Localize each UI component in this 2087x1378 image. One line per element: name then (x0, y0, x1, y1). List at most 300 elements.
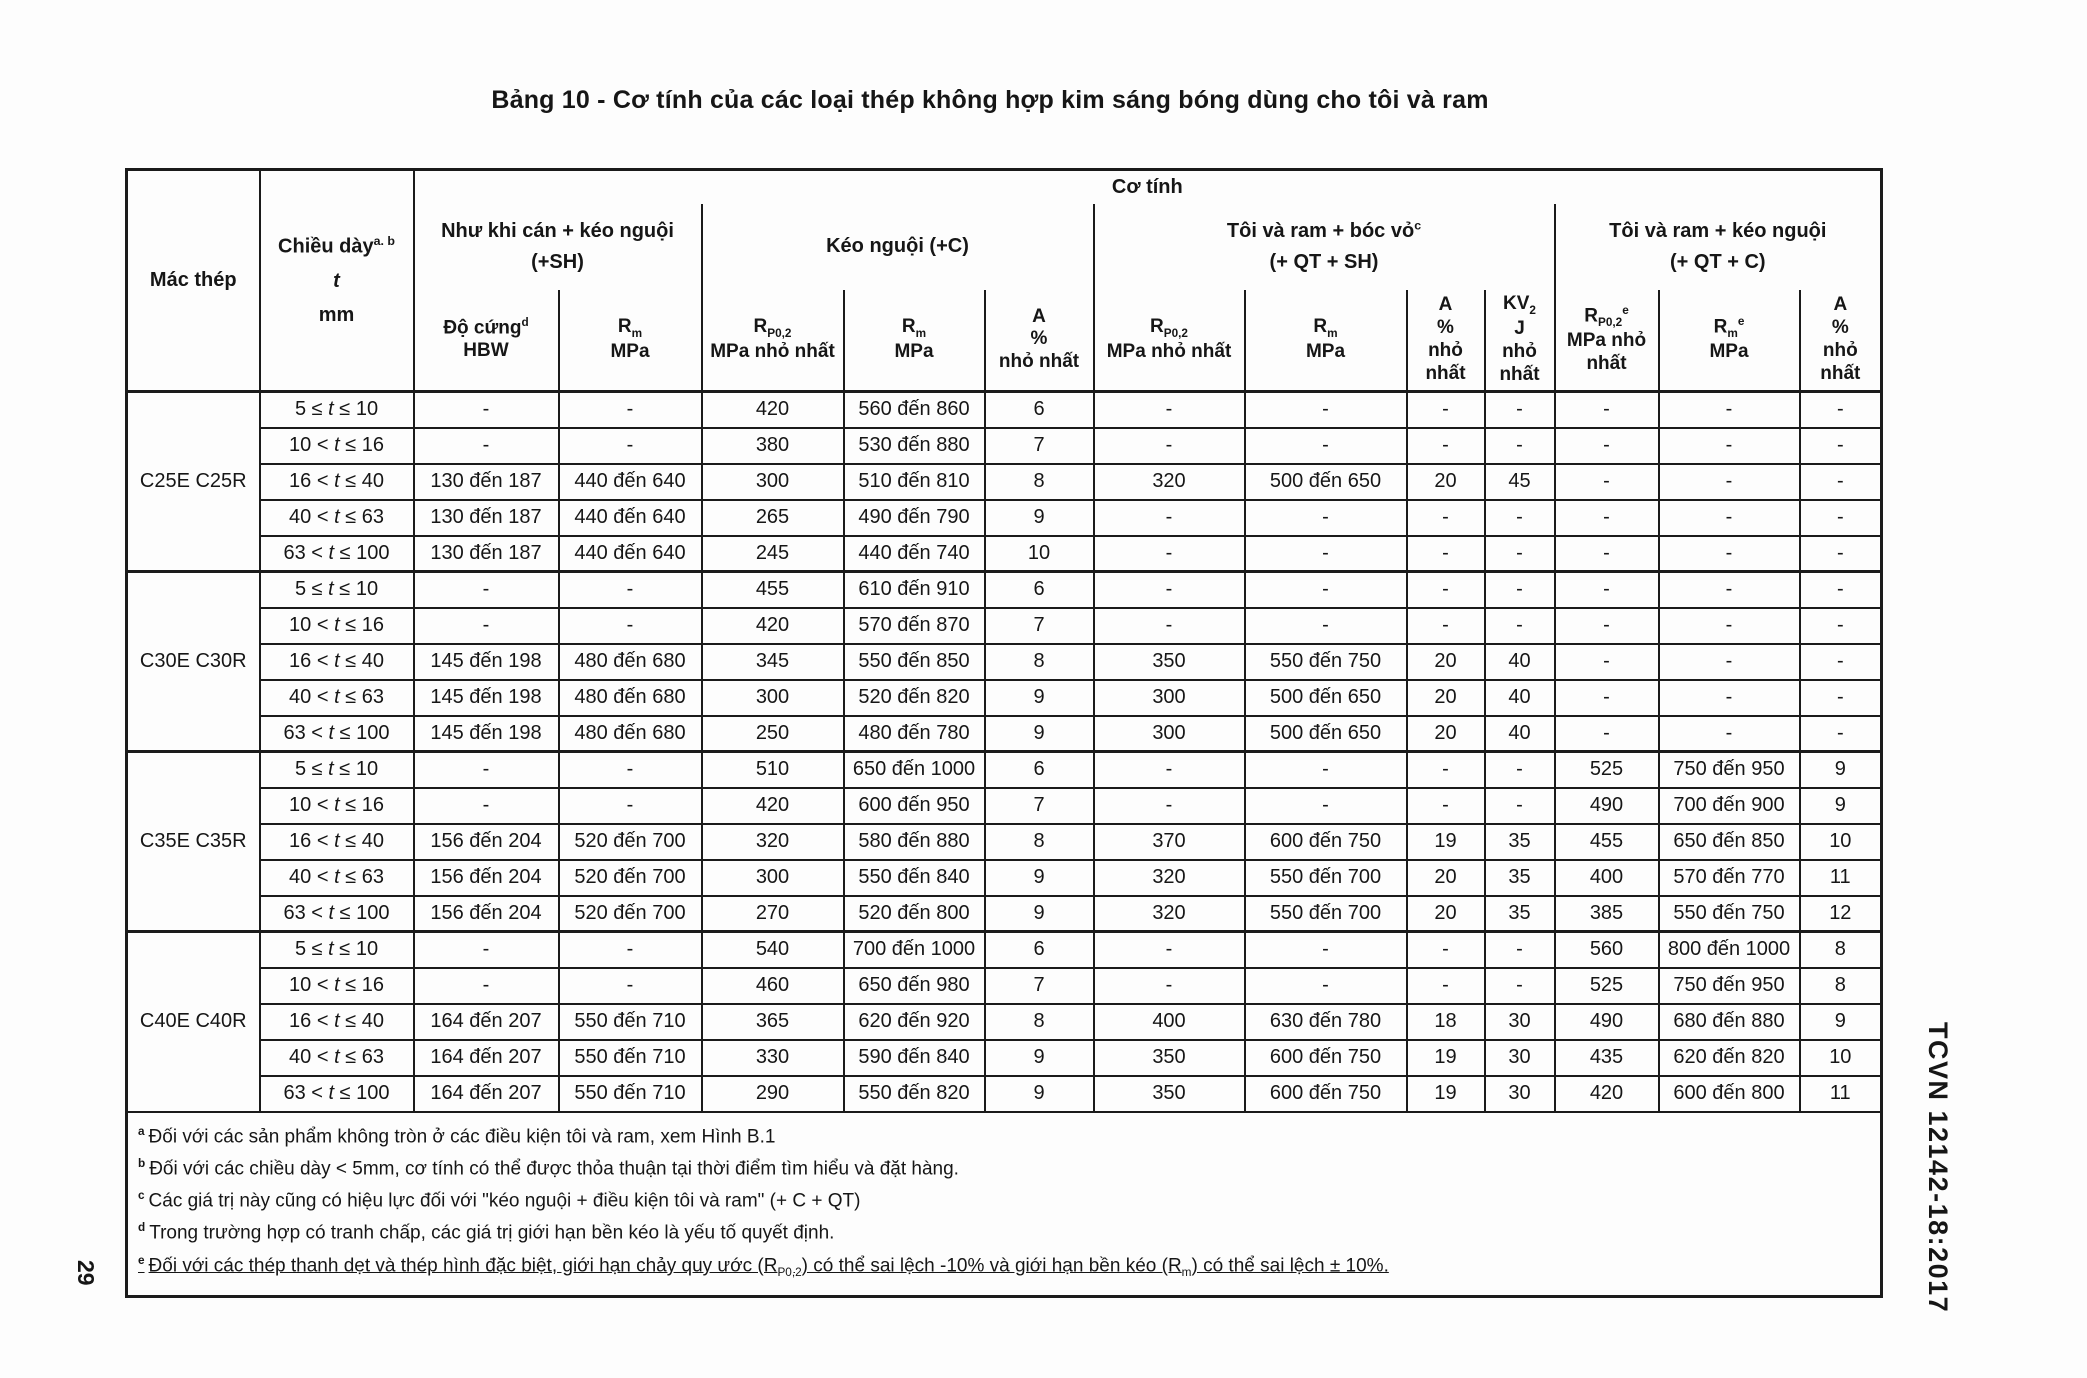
value-cell: 550 đến 750 (1245, 644, 1407, 680)
value-cell: - (1094, 752, 1245, 788)
value-cell: - (1555, 536, 1659, 572)
col-header-a-c: A % nhỏ nhất (985, 290, 1094, 392)
value-cell: 490 (1555, 1004, 1659, 1040)
value-cell: 320 (1094, 464, 1245, 500)
value-cell: - (1800, 428, 1882, 464)
value-cell: 20 (1407, 464, 1485, 500)
value-cell: - (1555, 608, 1659, 644)
page-title: Bảng 10 - Cơ tính của các loại thép không hợp kim sáng bóng dùng cho tôi và ram (491, 86, 1489, 114)
value-cell: 8 (985, 464, 1094, 500)
value-cell: - (559, 932, 702, 968)
value-cell: 130 đến 187 (414, 500, 559, 536)
value-cell: 510 (702, 752, 844, 788)
value-cell: 455 (1555, 824, 1659, 860)
value-cell: 530 đến 880 (844, 428, 985, 464)
thickness-cell: 16 < t ≤ 40 (260, 464, 414, 500)
value-cell: - (1245, 608, 1407, 644)
table-row (127, 1076, 1882, 1112)
col-header-rp02-c: $R_{P0,2}$ MPa nhỏ nhất (702, 290, 844, 392)
value-cell: - (414, 428, 559, 464)
value-cell: 500 đến 650 (1245, 680, 1407, 716)
value-cell: - (1245, 932, 1407, 968)
value-cell: 620 đến 820 (1659, 1040, 1800, 1076)
value-cell: - (1094, 428, 1245, 464)
group-header-qt-sh: Tôi và ram + bóc vỏ$^c$ (+ QT + SH) (1094, 204, 1555, 290)
value-cell: - (1485, 752, 1555, 788)
value-cell: 490 (1555, 788, 1659, 824)
value-cell: - (414, 392, 559, 428)
value-cell: 145 đến 198 (414, 644, 559, 680)
value-cell: 6 (985, 932, 1094, 968)
value-cell: - (1800, 464, 1882, 500)
value-cell: 600 đến 750 (1245, 1076, 1407, 1112)
value-cell: 520 đến 700 (559, 860, 702, 896)
value-cell: 164 đến 207 (414, 1004, 559, 1040)
value-cell: - (1094, 608, 1245, 644)
table-row (127, 428, 1882, 464)
table-row (127, 932, 1882, 968)
value-cell: 19 (1407, 824, 1485, 860)
thickness-cell: 63 < t ≤ 100 (260, 716, 414, 752)
value-cell: 270 (702, 896, 844, 932)
value-cell: 550 đến 710 (559, 1004, 702, 1040)
value-cell: 650 đến 850 (1659, 824, 1800, 860)
value-cell: 20 (1407, 644, 1485, 680)
value-cell: - (1485, 572, 1555, 608)
steel-grade-cell: C35E C35R (127, 752, 260, 932)
col-header-co-tinh: Cơ tính (414, 170, 1882, 204)
value-cell: - (1485, 788, 1555, 824)
col-header-a-qtsh: A % nhỏ nhất (1407, 290, 1485, 392)
group-header-cold-drawn: Kéo nguội (+C) (702, 204, 1094, 290)
value-cell: - (1659, 716, 1800, 752)
steel-grade-cell: C25E C25R (127, 392, 260, 572)
thickness-cell: 5 ≤ t ≤ 10 (260, 572, 414, 608)
value-cell: 8 (985, 644, 1094, 680)
value-cell: 570 đến 870 (844, 608, 985, 644)
value-cell: 345 (702, 644, 844, 680)
value-cell: 435 (1555, 1040, 1659, 1076)
value-cell: - (1245, 572, 1407, 608)
value-cell: - (1094, 572, 1245, 608)
value-cell: - (559, 788, 702, 824)
value-cell: 550 đến 850 (844, 644, 985, 680)
value-cell: - (1800, 716, 1882, 752)
col-header-chieu-day: Chiều dày$^{a. b}$ t mm (260, 170, 414, 392)
value-cell: 164 đến 207 (414, 1040, 559, 1076)
value-cell: - (559, 572, 702, 608)
value-cell: - (1659, 608, 1800, 644)
value-cell: - (1407, 752, 1485, 788)
value-cell: 620 đến 920 (844, 1004, 985, 1040)
thickness-cell: 40 < t ≤ 63 (260, 680, 414, 716)
thickness-cell: 10 < t ≤ 16 (260, 968, 414, 1004)
table-row (127, 392, 1882, 428)
value-cell: - (1800, 392, 1882, 428)
value-cell: - (1245, 500, 1407, 536)
table-row (127, 644, 1882, 680)
table-row (127, 500, 1882, 536)
value-cell: 7 (985, 608, 1094, 644)
value-cell: - (1407, 536, 1485, 572)
value-cell: - (1800, 536, 1882, 572)
value-cell: 156 đến 204 (414, 824, 559, 860)
value-cell: - (1407, 572, 1485, 608)
thickness-cell: 40 < t ≤ 63 (260, 500, 414, 536)
value-cell: 750 đến 950 (1659, 968, 1800, 1004)
footnote-a: $^a$ Đối với các sản phẩm không tròn ở các điều kiện tôi và ram, xem Hình B.1 (138, 1124, 776, 1147)
value-cell: - (414, 932, 559, 968)
value-cell: 9 (985, 1076, 1094, 1112)
value-cell: 130 đến 187 (414, 536, 559, 572)
value-cell: 420 (702, 608, 844, 644)
value-cell: 130 đến 187 (414, 464, 559, 500)
thickness-cell: 40 < t ≤ 63 (260, 860, 414, 896)
table-row (127, 716, 1882, 752)
value-cell: - (1555, 464, 1659, 500)
col-header-kv2: $KV_2$ J nhỏ nhất (1485, 290, 1555, 392)
value-cell: - (1659, 500, 1800, 536)
value-cell: 35 (1485, 860, 1555, 896)
value-cell: 9 (1800, 1004, 1882, 1040)
value-cell: 570 đến 770 (1659, 860, 1800, 896)
value-cell: 11 (1800, 860, 1882, 896)
value-cell: - (1407, 608, 1485, 644)
value-cell: - (1094, 536, 1245, 572)
value-cell: - (1094, 968, 1245, 1004)
value-cell: 8 (985, 1004, 1094, 1040)
value-cell: - (1485, 608, 1555, 644)
group-header-qt-c: Tôi và ram + kéo nguội (+ QT + C) (1555, 204, 1882, 290)
value-cell: - (1407, 428, 1485, 464)
value-cell: 19 (1407, 1076, 1485, 1112)
value-cell: - (1094, 932, 1245, 968)
value-cell: 156 đến 204 (414, 896, 559, 932)
value-cell: 8 (985, 824, 1094, 860)
value-cell: 480 đến 780 (844, 716, 985, 752)
value-cell: - (1800, 608, 1882, 644)
value-cell: 9 (1800, 788, 1882, 824)
value-cell: 10 (985, 536, 1094, 572)
value-cell: 510 đến 810 (844, 464, 985, 500)
value-cell: - (1245, 428, 1407, 464)
value-cell: 6 (985, 752, 1094, 788)
col-header-rm-sh: $R_m$ MPa (559, 290, 702, 392)
value-cell: 550 đến 700 (1245, 896, 1407, 932)
value-cell: - (1555, 680, 1659, 716)
value-cell: - (1485, 428, 1555, 464)
col-header-rm-qtc: $R_m^e$ MPa (1659, 290, 1800, 392)
value-cell: 420 (1555, 1076, 1659, 1112)
col-header-rm-qtsh: $R_m$ MPa (1245, 290, 1407, 392)
value-cell: - (1485, 500, 1555, 536)
value-cell: 385 (1555, 896, 1659, 932)
table-row (127, 608, 1882, 644)
value-cell: 630 đến 780 (1245, 1004, 1407, 1040)
value-cell: 550 đến 710 (559, 1076, 702, 1112)
value-cell: 7 (985, 968, 1094, 1004)
page-number: 29 (73, 1260, 99, 1286)
table-row (127, 896, 1882, 932)
table-row (127, 464, 1882, 500)
value-cell: - (1555, 572, 1659, 608)
value-cell: 320 (702, 824, 844, 860)
value-cell: 300 (702, 680, 844, 716)
value-cell: - (1245, 968, 1407, 1004)
value-cell: 490 đến 790 (844, 500, 985, 536)
value-cell: 300 (702, 464, 844, 500)
col-header-rm-c: $R_m$ MPa (844, 290, 985, 392)
table-row (127, 788, 1882, 824)
table-row (127, 572, 1882, 608)
table-row (127, 680, 1882, 716)
value-cell: 300 (1094, 680, 1245, 716)
value-cell: - (1800, 644, 1882, 680)
value-cell: - (559, 392, 702, 428)
value-cell: 35 (1485, 824, 1555, 860)
value-cell: - (414, 752, 559, 788)
value-cell: 420 (702, 392, 844, 428)
value-cell: 440 đến 640 (559, 500, 702, 536)
value-cell: 680 đến 880 (1659, 1004, 1800, 1040)
thickness-cell: 16 < t ≤ 40 (260, 824, 414, 860)
value-cell: 7 (985, 788, 1094, 824)
value-cell: 500 đến 650 (1245, 716, 1407, 752)
value-cell: 365 (702, 1004, 844, 1040)
value-cell: 550 đến 750 (1659, 896, 1800, 932)
value-cell: 455 (702, 572, 844, 608)
value-cell: 7 (985, 428, 1094, 464)
value-cell: 40 (1485, 680, 1555, 716)
value-cell: 500 đến 650 (1245, 464, 1407, 500)
value-cell: 30 (1485, 1004, 1555, 1040)
table-row (127, 824, 1882, 860)
table-footnotes (127, 1112, 1882, 1297)
value-cell: - (414, 572, 559, 608)
value-cell: 9 (985, 1040, 1094, 1076)
value-cell: - (1094, 500, 1245, 536)
value-cell: 560 đến 860 (844, 392, 985, 428)
value-cell: - (1555, 644, 1659, 680)
thickness-cell: 40 < t ≤ 63 (260, 1040, 414, 1076)
value-cell: 520 đến 820 (844, 680, 985, 716)
value-cell: 245 (702, 536, 844, 572)
table-body (127, 392, 1882, 1112)
col-header-hardness-hbw: Độ cứng$^d$ HBW (414, 290, 559, 392)
value-cell: 420 (702, 788, 844, 824)
value-cell: 18 (1407, 1004, 1485, 1040)
thickness-cell: 63 < t ≤ 100 (260, 536, 414, 572)
value-cell: - (1407, 788, 1485, 824)
value-cell: 9 (985, 860, 1094, 896)
value-cell: 30 (1485, 1040, 1555, 1076)
value-cell: 9 (1800, 752, 1882, 788)
thickness-cell: 10 < t ≤ 16 (260, 788, 414, 824)
value-cell: 9 (985, 716, 1094, 752)
value-cell: - (414, 968, 559, 1004)
value-cell: 330 (702, 1040, 844, 1076)
col-header-a-qtc: A % nhỏ nhất (1800, 290, 1882, 392)
thickness-cell: 5 ≤ t ≤ 10 (260, 932, 414, 968)
value-cell: 550 đến 840 (844, 860, 985, 896)
value-cell: 11 (1800, 1076, 1882, 1112)
value-cell: - (1659, 644, 1800, 680)
value-cell: - (1659, 428, 1800, 464)
value-cell: - (1800, 500, 1882, 536)
value-cell: 20 (1407, 680, 1485, 716)
value-cell: 45 (1485, 464, 1555, 500)
value-cell: 250 (702, 716, 844, 752)
value-cell: 8 (1800, 968, 1882, 1004)
table-container (125, 168, 1883, 1298)
value-cell: 700 đến 1000 (844, 932, 985, 968)
value-cell: - (1800, 572, 1882, 608)
value-cell: 290 (702, 1076, 844, 1112)
value-cell: 560 (1555, 932, 1659, 968)
value-cell: 350 (1094, 1040, 1245, 1076)
value-cell: 480 đến 680 (559, 716, 702, 752)
value-cell: 540 (702, 932, 844, 968)
value-cell: - (414, 608, 559, 644)
group-header-as-rolled-cold-drawn: Như khi cán + kéo nguội (+SH) (414, 204, 702, 290)
value-cell: - (1659, 680, 1800, 716)
value-cell: 520 đến 700 (559, 896, 702, 932)
value-cell: 20 (1407, 716, 1485, 752)
value-cell: 520 đến 700 (559, 824, 702, 860)
value-cell: 750 đến 950 (1659, 752, 1800, 788)
value-cell: 650 đến 1000 (844, 752, 985, 788)
value-cell: 300 (1094, 716, 1245, 752)
value-cell: 600 đến 950 (844, 788, 985, 824)
value-cell: 19 (1407, 1040, 1485, 1076)
table-row (127, 860, 1882, 896)
table-row (127, 1004, 1882, 1040)
value-cell: - (1407, 932, 1485, 968)
value-cell: - (1407, 500, 1485, 536)
value-cell: 320 (1094, 896, 1245, 932)
value-cell: 300 (702, 860, 844, 896)
value-cell: 164 đến 207 (414, 1076, 559, 1112)
footnote-c: $^c$ Các giá trị này cũng có hiệu lực đối với "kéo nguội + điều kiện tôi và ram" (+ C + QT) (138, 1189, 861, 1212)
value-cell: - (1555, 428, 1659, 464)
value-cell: 525 (1555, 968, 1659, 1004)
value-cell: - (1245, 392, 1407, 428)
thickness-cell: 16 < t ≤ 40 (260, 1004, 414, 1040)
value-cell: 9 (985, 500, 1094, 536)
col-header-mac-thep: Mác thép (127, 170, 260, 392)
value-cell: 550 đến 710 (559, 1040, 702, 1076)
value-cell: 460 (702, 968, 844, 1004)
value-cell: - (559, 968, 702, 1004)
footnote-d: $^d$ Trong trường hợp có tranh chấp, các giá trị giới hạn bền kéo là yếu tố quyết định. (138, 1221, 835, 1244)
thickness-cell: 16 < t ≤ 40 (260, 644, 414, 680)
value-cell: 20 (1407, 896, 1485, 932)
value-cell: - (559, 608, 702, 644)
value-cell: - (1245, 788, 1407, 824)
value-cell: 440 đến 740 (844, 536, 985, 572)
footnote-e: $^e$ Đối với các thép thanh dẹt và thép hình đặc biệt, giới hạn chảy quy ước $(R_{P0,2})$ có thể sai lệch -10% và giới hạn bền kéo $(R_m)$ có thể sai lệch ± 10%. (138, 1253, 1389, 1279)
value-cell: 400 (1555, 860, 1659, 896)
value-cell: 350 (1094, 644, 1245, 680)
value-cell: 800 đến 1000 (1659, 932, 1800, 968)
thickness-cell: 63 < t ≤ 100 (260, 896, 414, 932)
value-cell: 6 (985, 392, 1094, 428)
steel-grade-cell: C30E C30R (127, 572, 260, 752)
value-cell: - (1485, 968, 1555, 1004)
value-cell: 600 đến 800 (1659, 1076, 1800, 1112)
value-cell: - (1659, 464, 1800, 500)
value-cell: - (559, 752, 702, 788)
value-cell: 550 đến 820 (844, 1076, 985, 1112)
table-row (127, 752, 1882, 788)
value-cell: 580 đến 880 (844, 824, 985, 860)
thickness-cell: 5 ≤ t ≤ 10 (260, 752, 414, 788)
thickness-cell: 10 < t ≤ 16 (260, 608, 414, 644)
value-cell: 600 đến 750 (1245, 1040, 1407, 1076)
value-cell: 440 đến 640 (559, 464, 702, 500)
value-cell: 9 (985, 896, 1094, 932)
value-cell: - (1659, 536, 1800, 572)
value-cell: 40 (1485, 716, 1555, 752)
value-cell: 320 (1094, 860, 1245, 896)
value-cell: 20 (1407, 860, 1485, 896)
mechanical-properties-table (125, 168, 1883, 1298)
value-cell: 440 đến 640 (559, 536, 702, 572)
value-cell: 10 (1800, 1040, 1882, 1076)
value-cell: 700 đến 900 (1659, 788, 1800, 824)
value-cell: 480 đến 680 (559, 680, 702, 716)
value-cell: - (559, 428, 702, 464)
value-cell: 145 đến 198 (414, 716, 559, 752)
table-header (127, 170, 1882, 392)
value-cell: 370 (1094, 824, 1245, 860)
value-cell: 350 (1094, 1076, 1245, 1112)
value-cell: - (1659, 572, 1800, 608)
value-cell: 650 đến 980 (844, 968, 985, 1004)
thickness-cell: 63 < t ≤ 100 (260, 1076, 414, 1112)
value-cell: - (1407, 392, 1485, 428)
value-cell: 550 đến 700 (1245, 860, 1407, 896)
value-cell: - (1245, 752, 1407, 788)
value-cell: 610 đến 910 (844, 572, 985, 608)
value-cell: 35 (1485, 896, 1555, 932)
value-cell: - (1555, 716, 1659, 752)
value-cell: 600 đến 750 (1245, 824, 1407, 860)
value-cell: 9 (985, 680, 1094, 716)
table-row (127, 968, 1882, 1004)
value-cell: 525 (1555, 752, 1659, 788)
value-cell: - (1555, 500, 1659, 536)
table-row (127, 1040, 1882, 1076)
value-cell: 12 (1800, 896, 1882, 932)
value-cell: - (1094, 392, 1245, 428)
value-cell: 156 đến 204 (414, 860, 559, 896)
value-cell: - (414, 788, 559, 824)
value-cell: 380 (702, 428, 844, 464)
value-cell: 480 đến 680 (559, 644, 702, 680)
value-cell: - (1485, 392, 1555, 428)
value-cell: 145 đến 198 (414, 680, 559, 716)
value-cell: 40 (1485, 644, 1555, 680)
value-cell: - (1485, 932, 1555, 968)
value-cell: 590 đến 840 (844, 1040, 985, 1076)
col-header-rp02-qtsh: $R_{P0,2}$ MPa nhỏ nhất (1094, 290, 1245, 392)
table-row (127, 536, 1882, 572)
value-cell: - (1094, 788, 1245, 824)
col-header-rp02-qtc: $R_{P0,2}^e$ MPa nhỏ nhất (1555, 290, 1659, 392)
value-cell: 10 (1800, 824, 1882, 860)
value-cell: - (1485, 536, 1555, 572)
